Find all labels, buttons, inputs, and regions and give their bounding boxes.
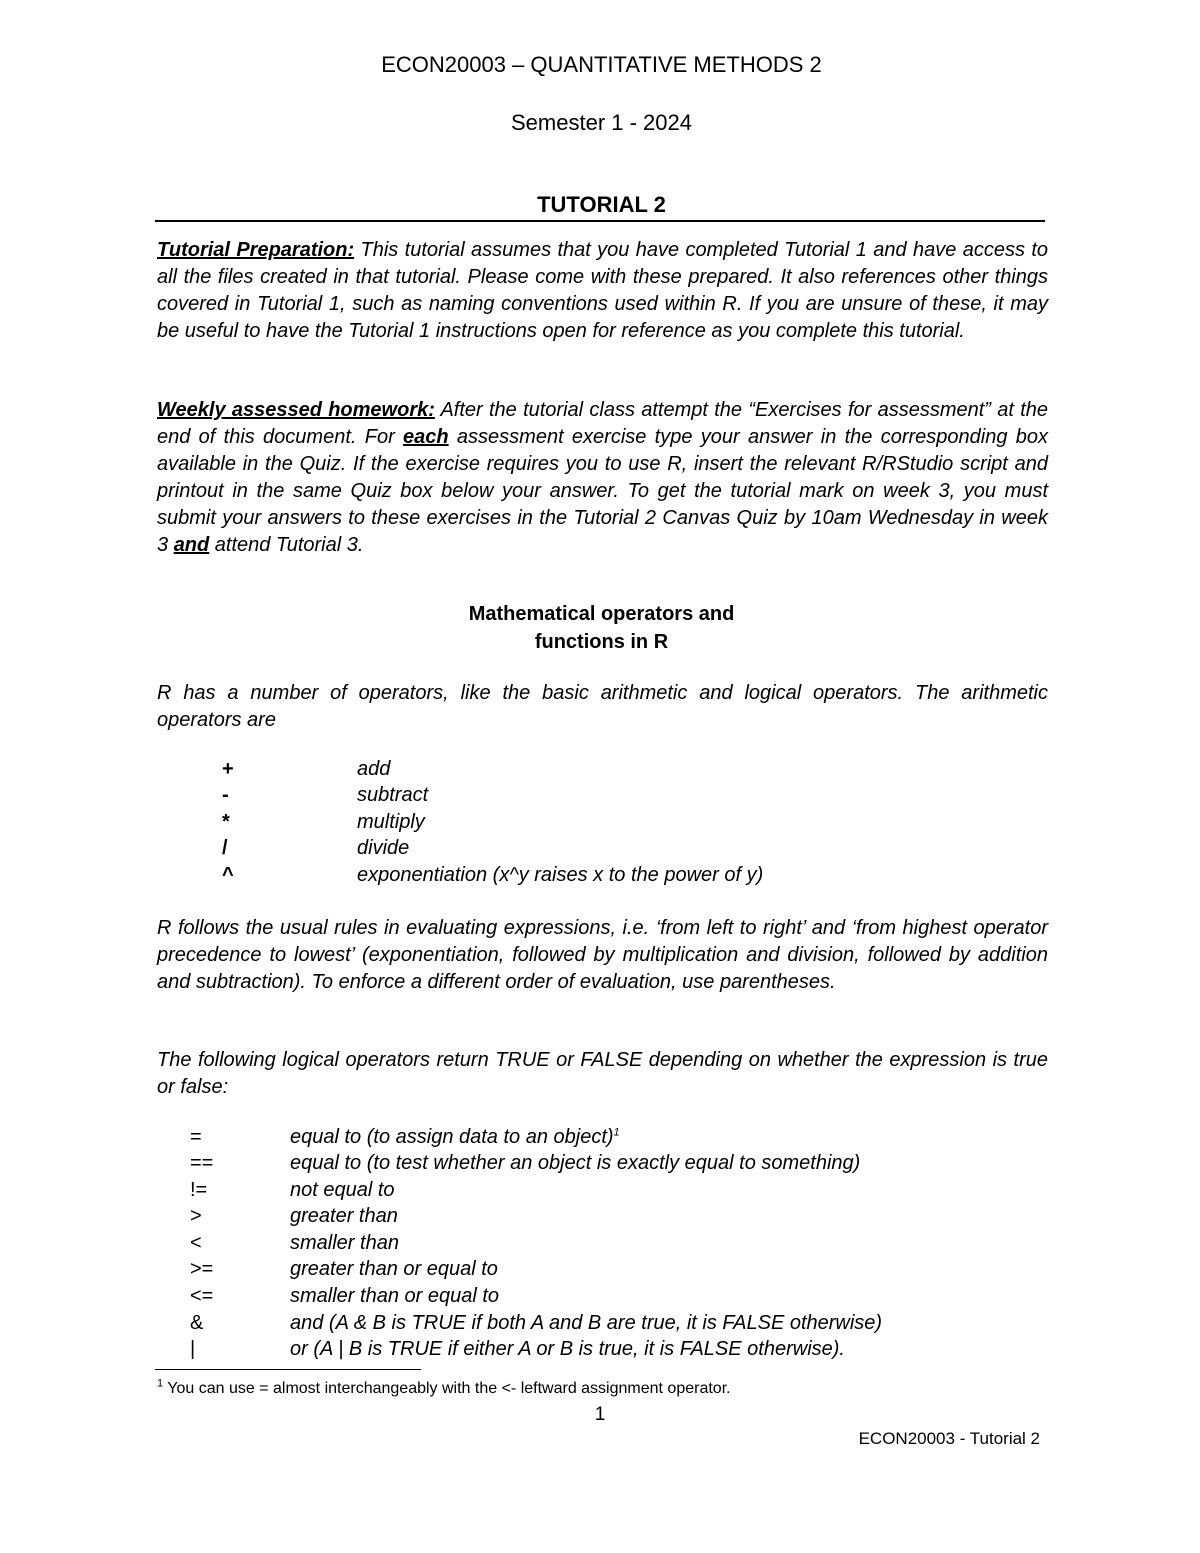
- homework-text-1: After the tutorial class attempt the “Exercises for assessment” at the end of this document. For: [157, 399, 1049, 448]
- operator-row: [0, 784, 1200, 810]
- homework-emphasis-each: each: [403, 426, 449, 448]
- footnote-reference: 1: [613, 1126, 620, 1139]
- footnote-marker: 1: [157, 1377, 164, 1390]
- operator-row: [0, 1258, 1200, 1284]
- section-heading-line-2: functions in R: [534, 631, 669, 653]
- operator-description: greater than: [290, 1205, 398, 1227]
- logical-intro: The following logical operators return TRUE or FALSE depending on whether the expression is true or false:: [157, 1049, 1048, 1098]
- section-heading: [155, 600, 1048, 656]
- preparation-label: Tutorial Preparation:: [157, 239, 355, 261]
- operator-symbol: >: [190, 1205, 202, 1227]
- operator-description: and (A & B is TRUE if both A and B are true, it is FALSE otherwise): [290, 1312, 883, 1334]
- operator-description: subtract: [357, 784, 429, 806]
- page-number: 1: [594, 1404, 606, 1425]
- section-heading-line-1: Mathematical operators and: [468, 603, 735, 625]
- homework-emphasis-and: and: [173, 534, 210, 556]
- operator-description: multiply: [357, 811, 425, 833]
- preparation-text: This tutorial assumes that you have completed Tutorial 1 and have access to all the files created in that tutorial. Please come with these prepared. It also references other things covered in Tutorial 1, such as naming conventions used within R. If you are unsure of these, it may be useful to have the Tutorial 1 instructions open for reference as you complete this tutorial.: [157, 239, 1048, 342]
- operator-row: [0, 1205, 1200, 1231]
- operator-row: [0, 864, 1200, 890]
- operator-symbol: ==: [190, 1152, 214, 1174]
- operator-symbol: ^: [222, 864, 234, 886]
- precedence-paragraph: R follows the usual rules in evaluating expressions, i.e. ‘from left to right’ and ‘from highest operator precedence to lowest’ (exponentiation, followed by multiplication and division, followed by addition and subtraction). To enforce a different order of evaluation, use parentheses.: [157, 917, 1048, 993]
- operator-description: [290, 1126, 620, 1149]
- operator-description: divide: [357, 837, 410, 859]
- operator-symbol: !=: [190, 1179, 208, 1201]
- operator-symbol: -: [222, 784, 229, 806]
- operator-row: [0, 1152, 1200, 1178]
- preparation-paragraph: [157, 237, 1048, 345]
- operator-row: [0, 1338, 1200, 1364]
- operator-symbol: <=: [190, 1285, 214, 1307]
- operator-description: add: [357, 758, 391, 780]
- homework-label: Weekly assessed homework:: [157, 399, 435, 421]
- operator-symbol: |: [190, 1338, 196, 1360]
- operator-row: [0, 1126, 1200, 1152]
- arithmetic-intro: R has a number of operators, like the basic arithmetic and logical operators. The arithmetic operators are: [157, 682, 1048, 731]
- footnote: [157, 1377, 731, 1398]
- operator-row: [0, 1232, 1200, 1258]
- running-footer: ECON20003 - Tutorial 2: [858, 1429, 1040, 1448]
- homework-text-2: assessment exercise type your answer in the corresponding box available in the Quiz. If the exercise requires you to use R, insert the relevant R/RStudio script and printout in the same Quiz box below your answer. To get the tutorial mark on week 3, you must submit your answers to these exercises in the Tutorial 2 Canvas Quiz by 10am Wednesday in week 3: [157, 426, 1048, 556]
- operator-symbol: <: [190, 1232, 202, 1254]
- operator-description: exponentiation (x^y raises x to the power of y): [357, 864, 764, 886]
- operator-symbol: +: [222, 758, 234, 780]
- footnote-separator: [155, 1369, 421, 1370]
- operator-symbol: *: [222, 811, 230, 833]
- operator-description: or (A | B is TRUE if either A or B is true, it is FALSE otherwise).: [290, 1338, 845, 1360]
- operator-description-text: equal to (to assign data to an object): [290, 1126, 614, 1148]
- semester-label: Semester 1 - 2024: [511, 110, 692, 135]
- operator-row: [0, 1285, 1200, 1311]
- operator-row: [0, 837, 1200, 863]
- course-title: ECON20003 – QUANTITATIVE METHODS 2: [381, 52, 822, 77]
- operator-description: smaller than: [290, 1232, 399, 1254]
- footnote-text: You can use = almost interchangeably with the <- leftward assignment operator.: [163, 1380, 731, 1397]
- operator-symbol: &: [190, 1312, 204, 1334]
- operator-description: greater than or equal to: [290, 1258, 498, 1280]
- operator-description: not equal to: [290, 1179, 395, 1201]
- operator-row: [0, 1312, 1200, 1338]
- operator-symbol: /: [222, 837, 228, 859]
- operator-description: smaller than or equal to: [290, 1285, 500, 1307]
- operator-symbol: >=: [190, 1258, 214, 1280]
- operator-row: [0, 811, 1200, 837]
- operator-row: [0, 1179, 1200, 1205]
- title-underline: [155, 220, 1045, 222]
- homework-paragraph: [157, 397, 1048, 559]
- homework-text-3: attend Tutorial 3.: [209, 534, 364, 556]
- operator-description: equal to (to test whether an object is exactly equal to something): [290, 1152, 861, 1174]
- operator-row: [0, 758, 1200, 784]
- operator-symbol: =: [190, 1126, 202, 1148]
- tutorial-title: TUTORIAL 2: [537, 192, 666, 217]
